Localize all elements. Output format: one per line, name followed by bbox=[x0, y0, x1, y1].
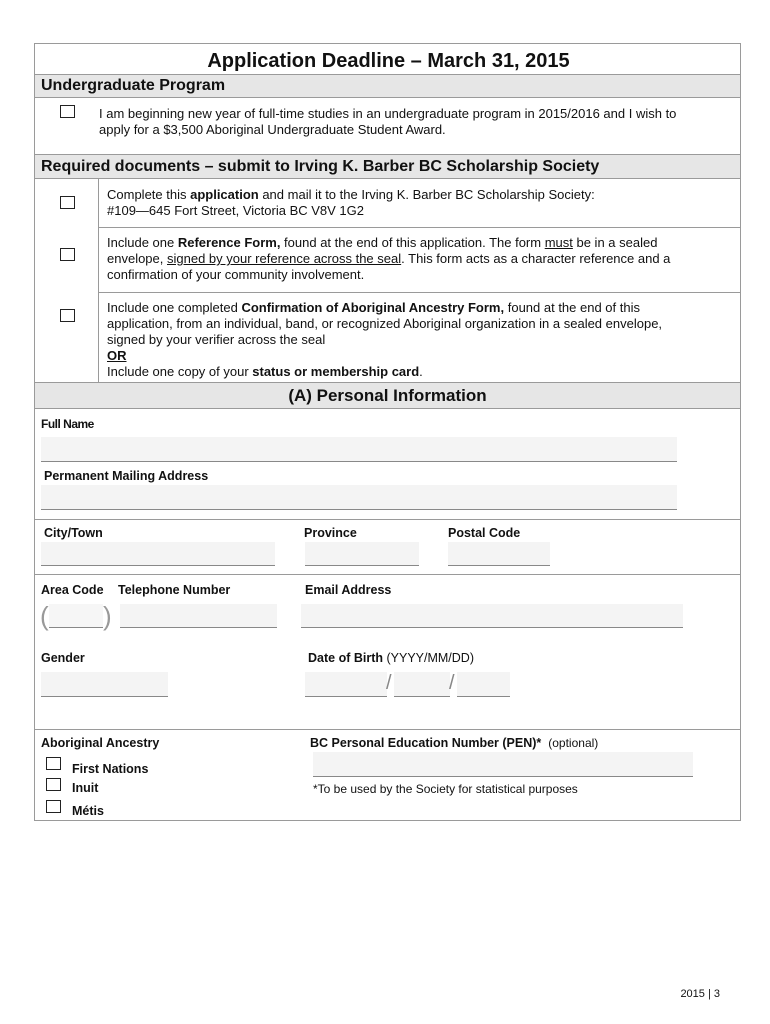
pen-note: *To be used by the Society for statistical purposes bbox=[313, 782, 578, 796]
city-input[interactable] bbox=[41, 542, 275, 566]
email-input[interactable] bbox=[301, 604, 683, 628]
undergrad-line-1: I am beginning new year of full-time studies in an undergraduate program in 2015/2016 and I wish to bbox=[99, 106, 677, 121]
divider bbox=[35, 729, 740, 730]
page-footer: 2015 | 3 bbox=[680, 988, 720, 1000]
first-nations-label: First Nations bbox=[72, 762, 149, 776]
mailing-address-input[interactable] bbox=[41, 485, 677, 510]
required-header bbox=[35, 154, 740, 179]
metis-checkbox[interactable] bbox=[46, 800, 61, 813]
pen-input[interactable] bbox=[313, 752, 693, 777]
doc3-text: Include one completed Confirmation of Aboriginal Ancestry Form, found at the end of this application, from an individual, band, or recognized Aboriginal organization in a sealed envelope, signed by your verifier across the seal OR Include one copy of your status or membership card. bbox=[107, 300, 663, 379]
city-label: City/Town bbox=[44, 526, 103, 540]
gender-label: Gender bbox=[41, 651, 85, 665]
dob-separator: / bbox=[449, 672, 455, 694]
doc1-checkbox[interactable] bbox=[60, 196, 75, 209]
date-of-birth-label: Date of Birth (YYYY/MM/DD) bbox=[308, 651, 474, 665]
divider bbox=[35, 574, 740, 575]
postal-code-input[interactable] bbox=[448, 542, 550, 566]
dob-year-input[interactable] bbox=[305, 672, 387, 697]
doc2-checkbox[interactable] bbox=[60, 248, 75, 261]
province-input[interactable] bbox=[305, 542, 419, 566]
doc1-text: Complete this application and mail it to the Irving K. Barber BC Scholarship Society: #109—645 Fort Street, Victoria BC V8V 1G2 bbox=[107, 187, 595, 218]
area-code-open-paren: ( bbox=[40, 601, 49, 631]
dob-month-input[interactable] bbox=[394, 672, 450, 697]
doc2-text: Include one Reference Form, found at the end of this application. The form must be in a sealed envelope, signed by your reference across the seal. This form acts as a character reference and a confirmation of your community involvement. bbox=[107, 235, 671, 282]
form-frame bbox=[34, 43, 741, 821]
undergrad-checkbox[interactable] bbox=[60, 105, 75, 118]
province-label: Province bbox=[304, 526, 357, 540]
area-code-label: Area Code bbox=[41, 583, 104, 597]
email-label: Email Address bbox=[305, 583, 392, 597]
telephone-input[interactable] bbox=[120, 604, 277, 628]
doc3-checkbox[interactable] bbox=[60, 309, 75, 322]
mailing-address-label: Permanent Mailing Address bbox=[44, 469, 209, 483]
personal-heading: (A) Personal Information bbox=[288, 386, 487, 405]
undergrad-header bbox=[35, 74, 740, 98]
metis-label: Métis bbox=[72, 804, 104, 818]
undergrad-line-2: apply for a $3,500 Aboriginal Undergraduate Student Award. bbox=[99, 122, 446, 137]
full-name-input[interactable] bbox=[41, 437, 677, 462]
gender-input[interactable] bbox=[41, 672, 168, 697]
full-name-label: Full Name bbox=[41, 417, 94, 431]
divider bbox=[35, 519, 740, 520]
required-heading: Required documents – submit to Irving K. Barber BC Scholarship Society bbox=[41, 158, 600, 175]
postal-code-label: Postal Code bbox=[448, 526, 521, 540]
undergrad-text bbox=[99, 106, 729, 138]
pen-label: BC Personal Education Number (PEN)* (optional) bbox=[310, 736, 599, 750]
inuit-label: Inuit bbox=[72, 781, 99, 795]
page-title: Application Deadline – March 31, 2015 bbox=[207, 50, 570, 72]
first-nations-checkbox[interactable] bbox=[46, 757, 61, 770]
undergrad-heading: Undergraduate Program bbox=[41, 77, 226, 94]
dob-separator: / bbox=[386, 672, 392, 694]
dob-day-input[interactable] bbox=[457, 672, 510, 697]
area-code-input[interactable] bbox=[49, 604, 103, 628]
divider bbox=[98, 227, 740, 228]
personal-header bbox=[35, 382, 740, 409]
ancestry-label: Aboriginal Ancestry bbox=[41, 736, 160, 750]
area-code-close-paren: ) bbox=[103, 601, 112, 631]
telephone-label: Telephone Number bbox=[118, 583, 231, 597]
divider bbox=[98, 292, 740, 293]
inuit-checkbox[interactable] bbox=[46, 778, 61, 791]
checkbox-column-divider bbox=[98, 179, 99, 382]
